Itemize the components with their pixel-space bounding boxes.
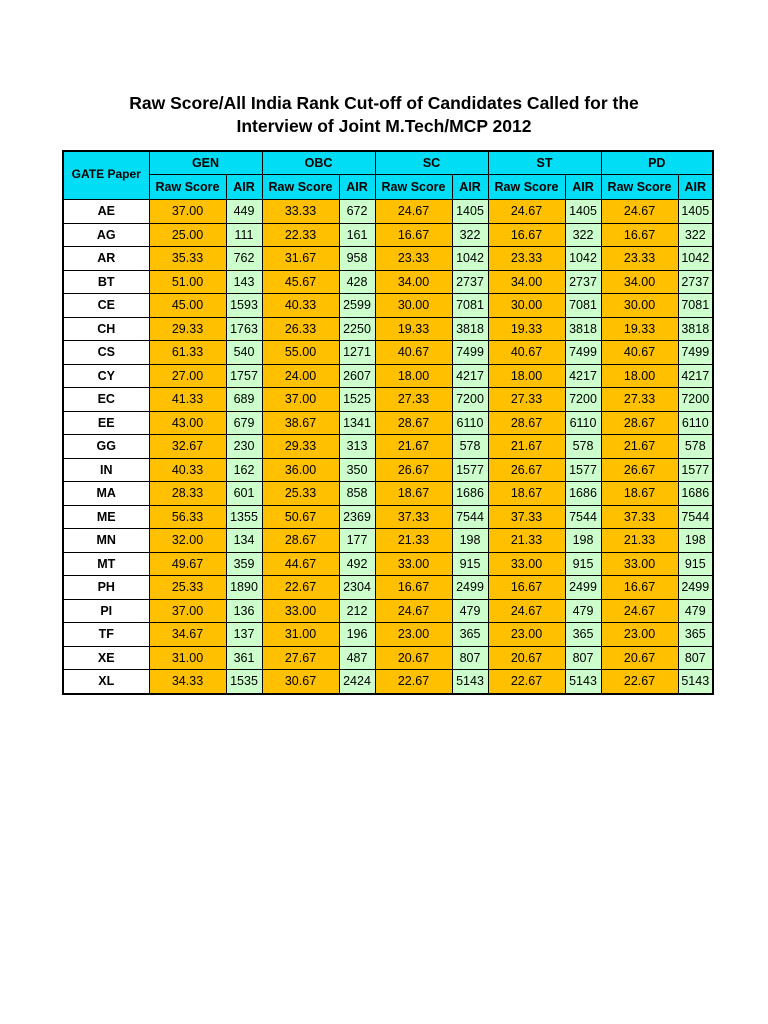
- raw-score-cell: 28.67: [488, 411, 565, 435]
- air-header: AIR: [565, 175, 601, 200]
- raw-score-cell: 31.00: [262, 623, 339, 647]
- air-cell: 578: [678, 435, 713, 459]
- air-cell: 2499: [565, 576, 601, 600]
- air-cell: 1405: [452, 200, 488, 224]
- raw-score-cell: 19.33: [488, 317, 565, 341]
- air-cell: 322: [565, 223, 601, 247]
- air-cell: 7200: [452, 388, 488, 412]
- air-cell: 807: [452, 646, 488, 670]
- raw-score-cell: 22.67: [262, 576, 339, 600]
- table-row: [63, 458, 713, 482]
- air-cell: 177: [339, 529, 375, 553]
- air-cell: 5143: [678, 670, 713, 694]
- raw-score-cell: 24.67: [375, 599, 452, 623]
- air-cell: 762: [226, 247, 262, 271]
- air-cell: 2424: [339, 670, 375, 694]
- raw-score-cell: 37.00: [149, 599, 226, 623]
- raw-score-cell: 20.67: [601, 646, 678, 670]
- air-cell: 6110: [452, 411, 488, 435]
- air-cell: 359: [226, 552, 262, 576]
- air-cell: 1593: [226, 294, 262, 318]
- air-cell: 2499: [678, 576, 713, 600]
- raw-score-cell: 55.00: [262, 341, 339, 365]
- raw-score-cell: 18.00: [375, 364, 452, 388]
- raw-score-cell: 28.67: [262, 529, 339, 553]
- air-cell: 136: [226, 599, 262, 623]
- raw-score-cell: 23.00: [488, 623, 565, 647]
- raw-score-cell: 18.00: [601, 364, 678, 388]
- raw-score-cell: 45.00: [149, 294, 226, 318]
- air-cell: 2737: [452, 270, 488, 294]
- raw-score-cell: 33.00: [375, 552, 452, 576]
- air-cell: 1757: [226, 364, 262, 388]
- air-cell: 2250: [339, 317, 375, 341]
- raw-score-cell: 20.67: [488, 646, 565, 670]
- raw-score-header: Raw Score: [601, 175, 678, 200]
- air-cell: 2737: [565, 270, 601, 294]
- raw-score-cell: 22.67: [601, 670, 678, 694]
- air-header: AIR: [452, 175, 488, 200]
- raw-score-cell: 44.67: [262, 552, 339, 576]
- air-cell: 361: [226, 646, 262, 670]
- category-header-row: [63, 151, 713, 175]
- raw-score-cell: 24.67: [601, 200, 678, 224]
- gate-paper-cell: CH: [63, 317, 149, 341]
- gate-paper-cell: BT: [63, 270, 149, 294]
- raw-score-cell: 40.33: [149, 458, 226, 482]
- air-cell: 3818: [678, 317, 713, 341]
- raw-score-cell: 34.00: [375, 270, 452, 294]
- air-cell: 449: [226, 200, 262, 224]
- raw-score-cell: 23.33: [375, 247, 452, 271]
- raw-score-cell: 21.67: [601, 435, 678, 459]
- raw-score-cell: 34.33: [149, 670, 226, 694]
- table-row: [63, 341, 713, 365]
- raw-score-cell: 37.00: [262, 388, 339, 412]
- air-header: AIR: [339, 175, 375, 200]
- gate-paper-cell: GG: [63, 435, 149, 459]
- raw-score-cell: 32.00: [149, 529, 226, 553]
- air-cell: 4217: [565, 364, 601, 388]
- raw-score-cell: 26.67: [375, 458, 452, 482]
- air-cell: 7544: [565, 505, 601, 529]
- air-cell: 1763: [226, 317, 262, 341]
- air-cell: 212: [339, 599, 375, 623]
- category-header-gen: GEN: [149, 151, 262, 175]
- air-cell: 858: [339, 482, 375, 506]
- raw-score-cell: 22.33: [262, 223, 339, 247]
- air-cell: 2599: [339, 294, 375, 318]
- raw-score-cell: 22.67: [375, 670, 452, 694]
- raw-score-cell: 40.67: [488, 341, 565, 365]
- air-cell: 578: [565, 435, 601, 459]
- table-row: [63, 247, 713, 271]
- table-row: [63, 435, 713, 459]
- raw-score-cell: 16.67: [375, 576, 452, 600]
- raw-score-cell: 38.67: [262, 411, 339, 435]
- raw-score-cell: 23.33: [488, 247, 565, 271]
- table-row: [63, 223, 713, 247]
- cutoff-table: [62, 150, 714, 695]
- air-cell: 2499: [452, 576, 488, 600]
- raw-score-cell: 18.67: [488, 482, 565, 506]
- air-cell: 679: [226, 411, 262, 435]
- raw-score-cell: 37.00: [149, 200, 226, 224]
- gate-paper-cell: AR: [63, 247, 149, 271]
- raw-score-cell: 56.33: [149, 505, 226, 529]
- category-header-st: ST: [488, 151, 601, 175]
- air-cell: 492: [339, 552, 375, 576]
- raw-score-cell: 37.33: [375, 505, 452, 529]
- air-cell: 313: [339, 435, 375, 459]
- gate-paper-cell: MT: [63, 552, 149, 576]
- table-row: [63, 529, 713, 553]
- air-cell: 2369: [339, 505, 375, 529]
- raw-score-cell: 18.00: [488, 364, 565, 388]
- air-cell: 137: [226, 623, 262, 647]
- air-cell: 807: [678, 646, 713, 670]
- raw-score-cell: 24.67: [488, 200, 565, 224]
- raw-score-cell: 31.67: [262, 247, 339, 271]
- gate-paper-cell: XL: [63, 670, 149, 694]
- raw-score-header: Raw Score: [262, 175, 339, 200]
- category-header-pd: PD: [601, 151, 713, 175]
- air-cell: 915: [565, 552, 601, 576]
- air-cell: 7200: [678, 388, 713, 412]
- table-row: [63, 388, 713, 412]
- sub-header-row: [63, 175, 713, 200]
- air-cell: 915: [678, 552, 713, 576]
- air-cell: 1686: [452, 482, 488, 506]
- gate-paper-cell: AE: [63, 200, 149, 224]
- raw-score-cell: 27.33: [488, 388, 565, 412]
- air-cell: 807: [565, 646, 601, 670]
- air-cell: 672: [339, 200, 375, 224]
- raw-score-cell: 18.67: [375, 482, 452, 506]
- air-cell: 4217: [452, 364, 488, 388]
- table-row: [63, 411, 713, 435]
- gate-paper-cell: AG: [63, 223, 149, 247]
- air-cell: 479: [452, 599, 488, 623]
- raw-score-cell: 26.67: [488, 458, 565, 482]
- air-cell: 7544: [678, 505, 713, 529]
- table-row: [63, 294, 713, 318]
- raw-score-cell: 61.33: [149, 341, 226, 365]
- air-cell: 2737: [678, 270, 713, 294]
- raw-score-cell: 24.67: [601, 599, 678, 623]
- raw-score-cell: 34.00: [488, 270, 565, 294]
- raw-score-cell: 29.33: [149, 317, 226, 341]
- air-cell: 1042: [678, 247, 713, 271]
- air-cell: 365: [678, 623, 713, 647]
- table-row: [63, 364, 713, 388]
- table-row: [63, 505, 713, 529]
- raw-score-cell: 25.00: [149, 223, 226, 247]
- raw-score-cell: 35.33: [149, 247, 226, 271]
- air-cell: 5143: [565, 670, 601, 694]
- air-cell: 428: [339, 270, 375, 294]
- table-row: [63, 670, 713, 694]
- raw-score-cell: 33.00: [262, 599, 339, 623]
- air-cell: 1577: [452, 458, 488, 482]
- air-cell: 134: [226, 529, 262, 553]
- raw-score-cell: 21.33: [601, 529, 678, 553]
- table-row: [63, 317, 713, 341]
- raw-score-cell: 41.33: [149, 388, 226, 412]
- raw-score-header: Raw Score: [149, 175, 226, 200]
- raw-score-cell: 33.00: [601, 552, 678, 576]
- air-cell: 143: [226, 270, 262, 294]
- raw-score-cell: 30.00: [488, 294, 565, 318]
- raw-score-cell: 51.00: [149, 270, 226, 294]
- raw-score-cell: 16.67: [488, 576, 565, 600]
- air-cell: 7081: [452, 294, 488, 318]
- air-cell: 479: [678, 599, 713, 623]
- air-cell: 198: [678, 529, 713, 553]
- air-cell: 1405: [565, 200, 601, 224]
- air-cell: 7200: [565, 388, 601, 412]
- table-row: [63, 623, 713, 647]
- raw-score-cell: 26.33: [262, 317, 339, 341]
- category-header-obc: OBC: [262, 151, 375, 175]
- air-cell: 3818: [565, 317, 601, 341]
- raw-score-cell: 16.67: [488, 223, 565, 247]
- raw-score-cell: 25.33: [149, 576, 226, 600]
- air-cell: 5143: [452, 670, 488, 694]
- raw-score-cell: 30.00: [375, 294, 452, 318]
- table-row: [63, 552, 713, 576]
- air-cell: 198: [565, 529, 601, 553]
- air-cell: 1686: [565, 482, 601, 506]
- raw-score-cell: 20.67: [375, 646, 452, 670]
- raw-score-cell: 16.67: [601, 223, 678, 247]
- raw-score-cell: 37.33: [488, 505, 565, 529]
- air-header: AIR: [678, 175, 713, 200]
- raw-score-cell: 28.67: [375, 411, 452, 435]
- gate-paper-cell: EC: [63, 388, 149, 412]
- raw-score-header: Raw Score: [375, 175, 452, 200]
- air-cell: 7081: [678, 294, 713, 318]
- air-cell: 1577: [678, 458, 713, 482]
- gate-paper-cell: IN: [63, 458, 149, 482]
- air-cell: 1525: [339, 388, 375, 412]
- raw-score-cell: 28.67: [601, 411, 678, 435]
- air-cell: 322: [452, 223, 488, 247]
- raw-score-cell: 28.33: [149, 482, 226, 506]
- raw-score-cell: 33.33: [262, 200, 339, 224]
- raw-score-cell: 24.67: [488, 599, 565, 623]
- air-cell: 479: [565, 599, 601, 623]
- table-row: [63, 576, 713, 600]
- air-cell: 162: [226, 458, 262, 482]
- raw-score-cell: 50.67: [262, 505, 339, 529]
- raw-score-cell: 43.00: [149, 411, 226, 435]
- raw-score-cell: 18.67: [601, 482, 678, 506]
- raw-score-cell: 21.33: [375, 529, 452, 553]
- gate-paper-cell: XE: [63, 646, 149, 670]
- raw-score-cell: 27.33: [375, 388, 452, 412]
- air-cell: 111: [226, 223, 262, 247]
- raw-score-cell: 27.33: [601, 388, 678, 412]
- table-row: [63, 646, 713, 670]
- air-cell: 1535: [226, 670, 262, 694]
- air-cell: 7544: [452, 505, 488, 529]
- air-cell: 1577: [565, 458, 601, 482]
- raw-score-cell: 33.00: [488, 552, 565, 576]
- raw-score-cell: 21.67: [488, 435, 565, 459]
- raw-score-cell: 40.33: [262, 294, 339, 318]
- air-cell: 601: [226, 482, 262, 506]
- table-body: [63, 200, 713, 694]
- raw-score-cell: 16.67: [375, 223, 452, 247]
- raw-score-cell: 37.33: [601, 505, 678, 529]
- air-cell: 578: [452, 435, 488, 459]
- title-line-2: Interview of Joint M.Tech/MCP 2012: [236, 116, 532, 136]
- raw-score-cell: 22.67: [488, 670, 565, 694]
- air-cell: 487: [339, 646, 375, 670]
- air-cell: 322: [678, 223, 713, 247]
- air-cell: 1686: [678, 482, 713, 506]
- table-row: [63, 200, 713, 224]
- gate-paper-cell: TF: [63, 623, 149, 647]
- table-row: [63, 599, 713, 623]
- air-cell: 6110: [678, 411, 713, 435]
- raw-score-cell: 40.67: [375, 341, 452, 365]
- raw-score-cell: 31.00: [149, 646, 226, 670]
- air-cell: 689: [226, 388, 262, 412]
- air-cell: 3818: [452, 317, 488, 341]
- air-cell: 2304: [339, 576, 375, 600]
- air-cell: 958: [339, 247, 375, 271]
- raw-score-header: Raw Score: [488, 175, 565, 200]
- raw-score-cell: 30.67: [262, 670, 339, 694]
- raw-score-cell: 29.33: [262, 435, 339, 459]
- gate-paper-header: GATE Paper: [63, 151, 149, 200]
- category-header-sc: SC: [375, 151, 488, 175]
- gate-paper-cell: PI: [63, 599, 149, 623]
- raw-score-cell: 27.67: [262, 646, 339, 670]
- raw-score-cell: 40.67: [601, 341, 678, 365]
- air-cell: 6110: [565, 411, 601, 435]
- air-cell: 7499: [678, 341, 713, 365]
- title-line-1: Raw Score/All India Rank Cut-off of Candidates Called for the: [129, 93, 639, 113]
- raw-score-cell: 34.67: [149, 623, 226, 647]
- raw-score-cell: 21.33: [488, 529, 565, 553]
- raw-score-cell: 45.67: [262, 270, 339, 294]
- air-cell: 365: [452, 623, 488, 647]
- air-cell: 1405: [678, 200, 713, 224]
- air-cell: 1042: [452, 247, 488, 271]
- raw-score-cell: 24.67: [375, 200, 452, 224]
- raw-score-cell: 32.67: [149, 435, 226, 459]
- gate-paper-cell: CS: [63, 341, 149, 365]
- air-cell: 1042: [565, 247, 601, 271]
- air-cell: 1355: [226, 505, 262, 529]
- table-row: [63, 482, 713, 506]
- air-cell: 1890: [226, 576, 262, 600]
- air-cell: 196: [339, 623, 375, 647]
- table-row: [63, 270, 713, 294]
- air-header: AIR: [226, 175, 262, 200]
- gate-paper-cell: PH: [63, 576, 149, 600]
- raw-score-cell: 21.67: [375, 435, 452, 459]
- raw-score-cell: 34.00: [601, 270, 678, 294]
- raw-score-cell: 26.67: [601, 458, 678, 482]
- air-cell: 7499: [452, 341, 488, 365]
- raw-score-cell: 27.00: [149, 364, 226, 388]
- raw-score-cell: 36.00: [262, 458, 339, 482]
- air-cell: 2607: [339, 364, 375, 388]
- air-cell: 161: [339, 223, 375, 247]
- raw-score-cell: 23.00: [601, 623, 678, 647]
- air-cell: 230: [226, 435, 262, 459]
- raw-score-cell: 23.00: [375, 623, 452, 647]
- raw-score-cell: 25.33: [262, 482, 339, 506]
- raw-score-cell: 19.33: [601, 317, 678, 341]
- gate-paper-cell: CY: [63, 364, 149, 388]
- raw-score-cell: 19.33: [375, 317, 452, 341]
- air-cell: 4217: [678, 364, 713, 388]
- gate-paper-cell: MA: [63, 482, 149, 506]
- air-cell: 198: [452, 529, 488, 553]
- air-cell: 1271: [339, 341, 375, 365]
- raw-score-cell: 49.67: [149, 552, 226, 576]
- air-cell: 365: [565, 623, 601, 647]
- gate-paper-cell: CE: [63, 294, 149, 318]
- air-cell: 7499: [565, 341, 601, 365]
- page-title: [0, 92, 768, 138]
- air-cell: 7081: [565, 294, 601, 318]
- air-cell: 350: [339, 458, 375, 482]
- gate-paper-cell: ME: [63, 505, 149, 529]
- raw-score-cell: 16.67: [601, 576, 678, 600]
- gate-paper-cell: MN: [63, 529, 149, 553]
- air-cell: 540: [226, 341, 262, 365]
- air-cell: 915: [452, 552, 488, 576]
- gate-paper-cell: EE: [63, 411, 149, 435]
- air-cell: 1341: [339, 411, 375, 435]
- raw-score-cell: 23.33: [601, 247, 678, 271]
- raw-score-cell: 30.00: [601, 294, 678, 318]
- raw-score-cell: 24.00: [262, 364, 339, 388]
